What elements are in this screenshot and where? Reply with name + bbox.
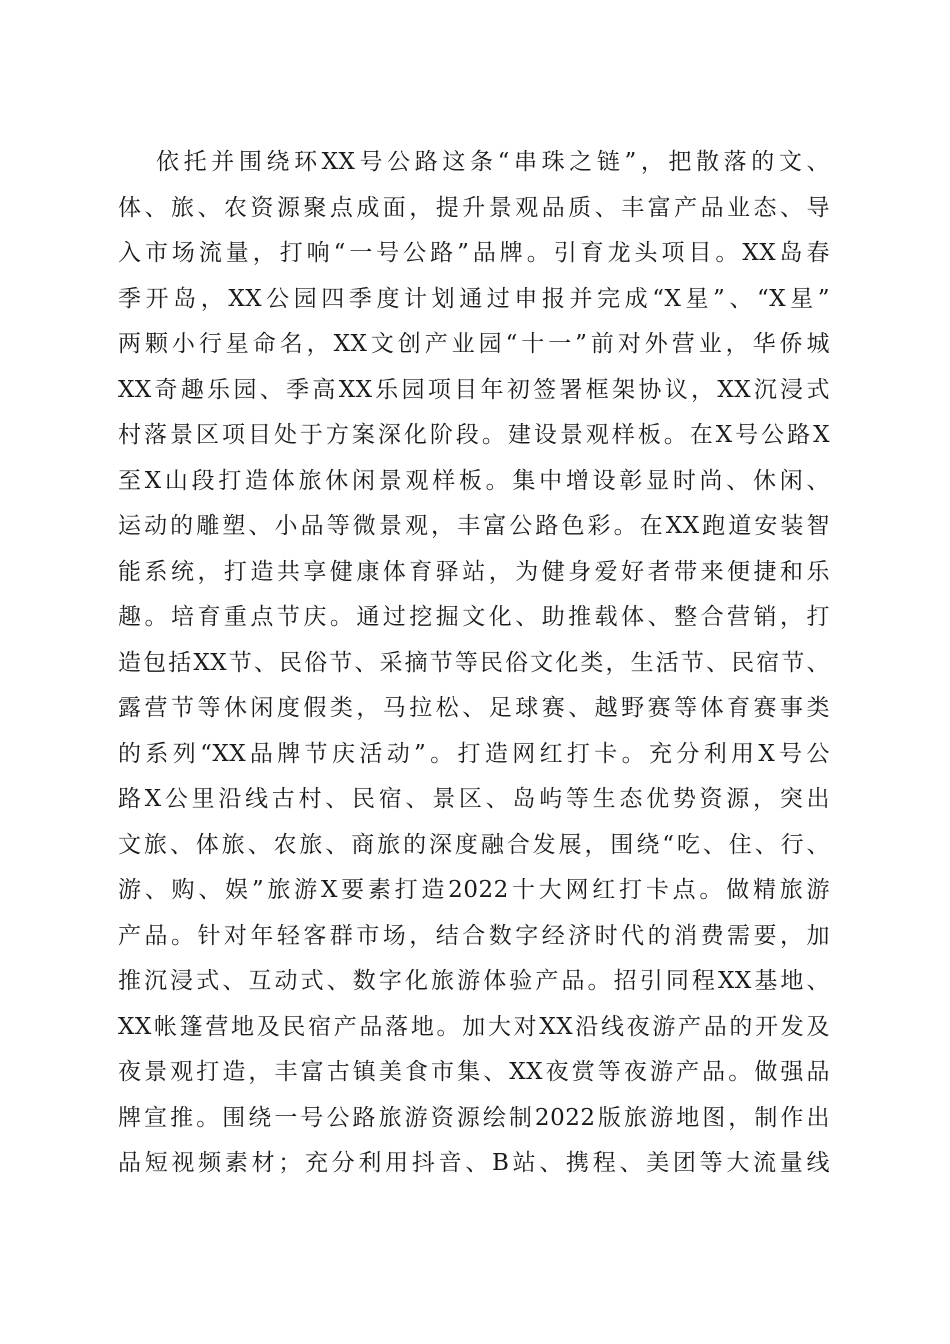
text-line: 夜景观打造，丰富古镇美食市集、XX夜赏等夜游产品。做强品: [118, 1059, 830, 1085]
text-line: 入市场流量，打响“一号公路”品牌。引育龙头项目。XX岛春: [118, 240, 830, 266]
text-line: 两颗小行星命名，XX文创产业园“十一”前对外营业，华侨城: [118, 331, 830, 357]
text-line: 造包括XX节、民俗节、采摘节等民俗文化类，生活节、民宿节、: [118, 649, 830, 676]
text-line: 趣。培育重点节庆。通过挖掘文化、助推载体、整合营销，打: [118, 604, 830, 630]
text-line: 牌宣推。围绕一号公路旅游资源绘制2022版旅游地图，制作出: [118, 1104, 830, 1131]
text-line: 露营节等休闲度假类，马拉松、足球赛、越野赛等体育赛事类: [118, 695, 830, 721]
text-line: 文旅、体旅、农旅、商旅的深度融合发展，围绕“吃、住、行、: [118, 831, 830, 858]
text-line: 的系列“XX品牌节庆活动”。打造网红打卡。充分利用X号公: [118, 740, 830, 767]
text-line: 路X公里沿线古村、民宿、景区、岛屿等生态优势资源，突出: [118, 786, 830, 812]
text-line: 依托并围绕环XX号公路这条“串珠之链”，把散落的文、: [156, 149, 830, 175]
text-line: 村落景区项目处于方案深化阶段。建设景观样板。在X号公路X: [118, 422, 830, 448]
text-line: XX帐篷营地及民宿产品落地。加大对XX沿线夜游产品的开发及: [118, 1013, 830, 1040]
text-line: 能系统，打造共享健康体育驿站，为健身爱好者带来便捷和乐: [118, 558, 830, 585]
text-line: 品短视频素材；充分利用抖音、B站、携程、美团等大流量线: [118, 1150, 830, 1176]
body-paragraph: [118, 140, 830, 1187]
text-line: 季开岛，XX公园四季度计划通过申报并完成“X星”、“X星”: [118, 285, 830, 312]
text-line: XX奇趣乐园、季高XX乐园项目年初签署框架协议，XX沉浸式: [118, 376, 830, 403]
text-line: 运动的雕塑、小品等微景观，丰富公路色彩。在XX跑道安装智: [118, 513, 830, 539]
text-line: 游、购、娱”旅游X要素打造2022十大网红打卡点。做精旅游: [118, 877, 830, 903]
text-line: 至X山段打造体旅休闲景观样板。集中增设彰显时尚、休闲、: [118, 467, 830, 494]
text-line: 推沉浸式、互动式、数字化旅游体验产品。招引同程XX基地、: [118, 968, 830, 994]
text-line: 产品。针对年轻客群市场，结合数字经济时代的消费需要，加: [118, 922, 830, 949]
text-line: 体、旅、农资源聚点成面，提升景观品质、丰富产品业态、导: [118, 194, 830, 221]
